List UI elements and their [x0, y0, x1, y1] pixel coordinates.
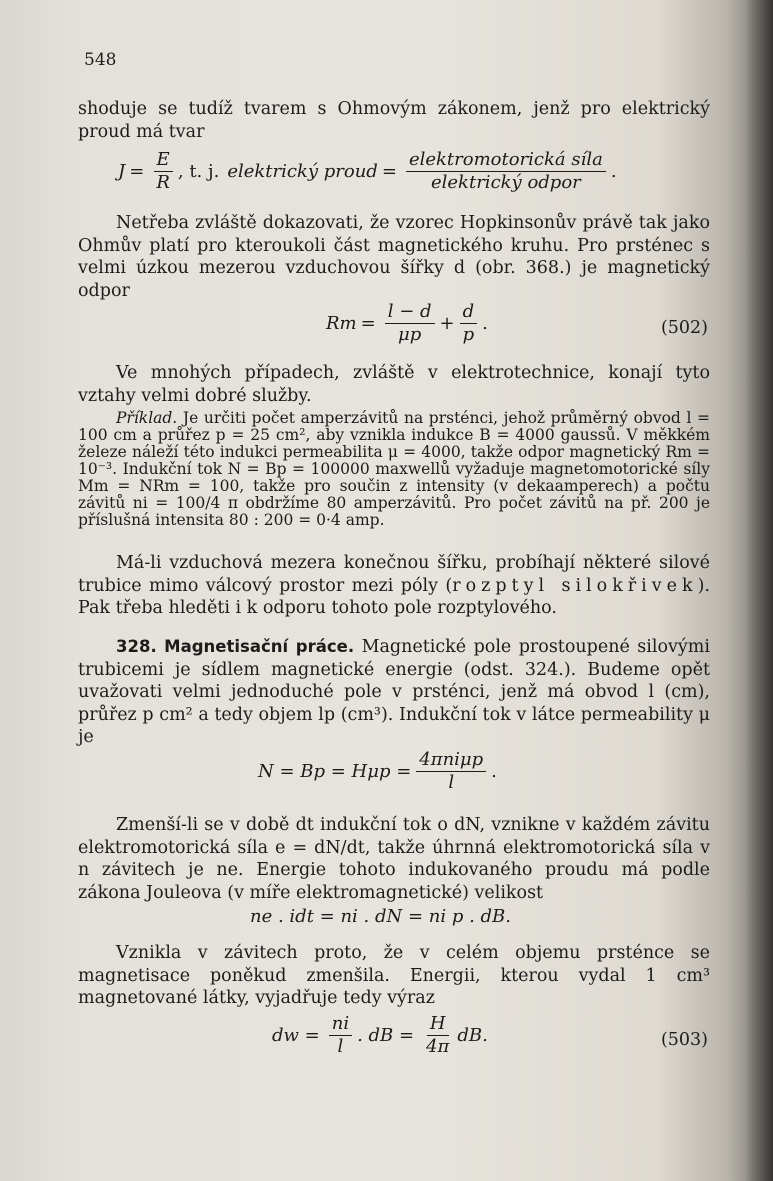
- eq502-plus: +: [439, 313, 455, 334]
- equation-energy: ne . idt = ni . dN = ni p . dB.: [250, 906, 511, 927]
- eq502-numerator-2: d: [460, 302, 478, 324]
- section-328-paragraph: [78, 636, 710, 749]
- eqN-end: .: [491, 761, 497, 782]
- equation-number-502: (502): [660, 318, 708, 338]
- eq503-fraction-2: [423, 1014, 452, 1057]
- eq503-end: dB.: [457, 1025, 488, 1046]
- eqN-lhs: N = Bp = Hμp =: [258, 761, 412, 782]
- eq502-denominator-2: p: [462, 324, 475, 345]
- eq502-end: .: [482, 313, 488, 334]
- eq503-denominator-2: 4π: [426, 1036, 450, 1057]
- page-number: 548: [84, 50, 117, 70]
- eq1-end: .: [610, 161, 617, 182]
- example-text: Je určiti počet amperzávitů na prsténci, jehož průměrný obvod l = 100 cm a průřez p = 25 cm², aby vznikla indukce B = 4000 gaussů. V měkkém železe náleží této indukci permeabilita μ = 4000, takže odpor magnetický Rm = 10⁻³. Indukční tok N = Bp = 100000 maxwellů vyžaduje magnetomotorické síly Mm = NRm = 100, takže pro součin z intensity (v dekaamperech) a počtu závitů ni = 100/4 π obdržíme 80 amperzávitů. Pro počet závitů na př. 200 je příslušná intensita 80 : 200 = 0·4 amp.: [78, 409, 710, 529]
- eq1-fraction-2: [406, 150, 606, 193]
- eq502-fraction-1: [385, 302, 435, 345]
- example-label: Příklad.: [116, 409, 178, 427]
- para4-spaced-term: rozptyl silokřivek: [452, 575, 698, 596]
- paragraph-4: [78, 552, 710, 620]
- eq503-numerator-1: ni: [329, 1014, 352, 1036]
- eq502-numerator-1: l − d: [385, 302, 435, 324]
- eq502-fraction-2: [460, 302, 478, 345]
- para4-post: ). Pak třeba hleděti i k odporu tohoto pole rozptylového.: [78, 575, 710, 618]
- eq1-numerator: E: [154, 150, 173, 172]
- eqN-numerator: 4πniμp: [416, 750, 486, 772]
- paragraph-6: Vznikla v závitech proto, že v celém objemu prsténce se magnetisace poněkud zmenšila. Energii, kterou vydal 1 cm³ magnetované látky, vyjadřuje tedy výraz: [78, 943, 710, 1008]
- eq1-equals-2: =: [381, 161, 397, 182]
- eq503-mid: . dB =: [357, 1025, 415, 1046]
- eq503-fraction-1: [329, 1014, 352, 1057]
- eq1-label: elektrický proud: [227, 161, 378, 182]
- section-text: Magnetické pole prostoupené silovými trubicemi je sídlem magnetické energie (odst. 324.). Budeme opět uvažovati velmi jednoduché pole v prsténci, jenž má obvod l (cm), průřez p cm² a tedy objem lp (cm³). Indukční tok v látce permeability μ je: [78, 637, 710, 747]
- para4-pre: Má-li vzduchová mezera konečnou šířku, probíhají některé silové trubice mimo válcový prostor mezi póly (: [78, 553, 710, 596]
- eqN-fraction: [416, 750, 486, 793]
- equation-flux: [258, 750, 497, 793]
- eqN-denominator: l: [448, 772, 455, 793]
- equation-503: [272, 1014, 488, 1057]
- paragraph-3: Ve mnohých případech, zvláště v elektrotechnice, konají tyto vztahy velmi dobré služby.: [78, 363, 710, 406]
- paragraph-1: shoduje se tudíž tvarem s Ohmovým zákonem, jenž pro elektrický proud má tvar: [78, 99, 710, 142]
- page-edge-shadow: [745, 0, 773, 1181]
- eq1-equals: =: [129, 161, 145, 182]
- eq502-lhs: Rm: [326, 313, 357, 334]
- eq1-fraction: [153, 150, 173, 193]
- eq503-numerator-2: H: [427, 1014, 449, 1036]
- equation-ohm: [118, 150, 617, 193]
- equation-number-503: (503): [660, 1030, 708, 1050]
- eq1-numerator-2: elektromotorická síla: [406, 150, 606, 172]
- equation-502: [326, 302, 488, 345]
- eq503-lhs: dw =: [272, 1025, 320, 1046]
- section-number: 328.: [116, 637, 157, 656]
- paragraph-5: Zmenší-li se v době dt indukční tok o dN, vznikne v každém závitu elektromotorická síla e = dN/dt, takže úhrnná elektromotorická síla v n závitech je ne. Energie tohoto indukovaného proudu má podle zákona Jouleova (v míře elektromagnetické) velikost: [78, 815, 710, 903]
- eq503-denominator-1: l: [337, 1036, 344, 1057]
- eq502-denominator-1: μp: [398, 324, 422, 345]
- section-title: Magnetisační práce.: [164, 637, 355, 656]
- eq502-equals: =: [360, 313, 376, 334]
- eq1-mid: , t. j.: [177, 161, 220, 182]
- eq1-denominator: R: [156, 172, 170, 193]
- eq1-lhs: J: [118, 161, 126, 182]
- example-paragraph: [78, 410, 710, 529]
- eq1-denominator-2: elektrický odpor: [431, 172, 581, 193]
- paragraph-2: Netřeba zvláště dokazovati, že vzorec Hopkinsonův právě tak jako Ohmův platí pro kteroukoli část magnetického kruhu. Pro prsténec s velmi úzkou mezerou vzduchovou šířky d (obr. 368.) je magnetický odpor: [78, 213, 710, 301]
